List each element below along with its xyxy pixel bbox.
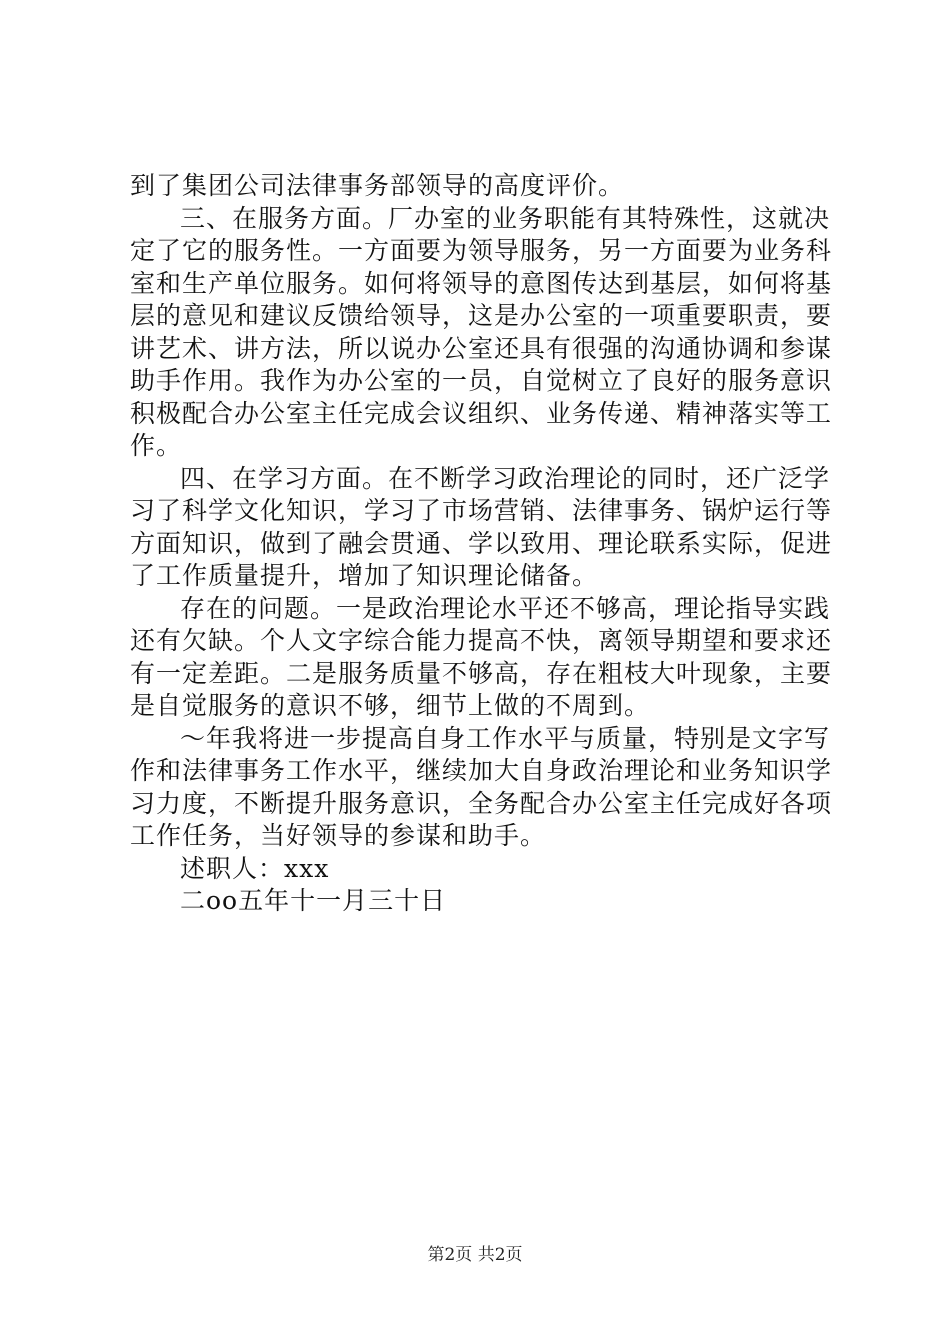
body-line: 工作任务，当好领导的参谋和助手。 <box>130 821 547 850</box>
document-body <box>130 170 833 918</box>
body-line: 作。 <box>130 431 183 460</box>
body-line: 积极配合办公室主任完成会议组织、业务传递、精神落实等工 <box>130 398 833 428</box>
problems-heading-line: 存在的问题。一是政治理论水平还不够高，理论指导实践 <box>180 593 831 623</box>
body-line: 有一定差距。二是服务质量不够高，存在粗枝大叶现象，主要 <box>130 658 833 688</box>
body-line: 定了它的服务性。一方面要为领导服务，另一方面要为业务科 <box>130 236 833 265</box>
section-three-heading-line: 三、在服务方面。厂办室的业务职能有其特殊性，这就决 <box>180 203 831 233</box>
body-line: 还有欠缺。个人文字综合能力提高不快，离领导期望和要求还 <box>130 626 833 655</box>
body-line: 是自觉服务的意识不够，细节上做的不周到。 <box>130 691 651 720</box>
body-line: 了工作质量提升，增加了知识理论储备。 <box>130 561 599 590</box>
date-line: 二oo五年十一月三十日 <box>180 886 447 915</box>
section-four-heading-line: 四、在学习方面。在不断学习政治理论的同时，还广泛学 <box>180 463 831 493</box>
body-line: 讲艺术、讲方法，所以说办公室还具有很强的沟通协调和参谋 <box>130 333 833 363</box>
body-line: 作和法律事务工作水平，继续加大自身政治理论和业务知识学 <box>130 756 833 785</box>
body-line: 助手作用。我作为办公室的一员，自觉树立了良好的服务意识 <box>130 366 833 395</box>
plan-heading-line: ～年我将进一步提高自身工作水平与质量，特别是文字写 <box>180 723 831 753</box>
signature-line: 述职人：xxx <box>180 853 330 883</box>
body-line: 室和生产单位服务。如何将领导的意图传达到基层，如何将基 <box>130 268 833 298</box>
body-line: 习力度，不断提升服务意识，全务配合办公室主任完成好各项 <box>130 788 833 818</box>
page-number-footer: 第2页 共2页 <box>427 1245 523 1265</box>
body-line: 习了科学文化知识，学习了市场营销、法律事务、锅炉运行等 <box>130 496 833 525</box>
body-line: 层的意见和建议反馈给领导，这是办公室的一项重要职责，要 <box>130 301 833 330</box>
body-line: 方面知识，做到了融会贯通、学以致用、理论联系实际，促进 <box>130 528 833 558</box>
body-line: 到了集团公司法律事务部领导的高度评价。 <box>130 171 625 200</box>
